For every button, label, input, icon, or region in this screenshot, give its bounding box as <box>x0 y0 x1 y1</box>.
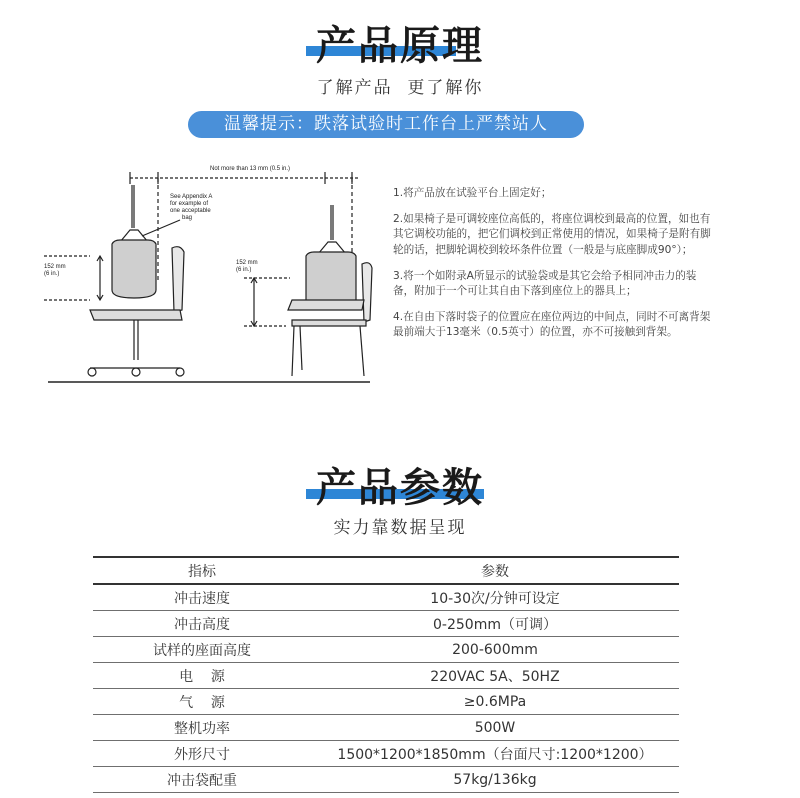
row-value: 200-600mm <box>311 637 679 663</box>
step-2: 2.如果椅子是可调较座位高低的，将座位调校到最高的位置，如也有其它调校功能的，把它们调校到正常使用的情况，如果椅子是附有脚轮的话，把脚轮调校到较坏条件位置（一般是与底座脚成90°）； <box>393 213 711 256</box>
header-parameter: 参数 <box>311 557 679 584</box>
diagram-left-height-2: (6 in.) <box>44 271 60 277</box>
table-row <box>93 584 679 611</box>
row-value: 0-250mm（可调） <box>311 611 679 637</box>
row-label: 整机功率 <box>93 715 311 741</box>
section-title-principle: 产品原理 <box>316 23 484 69</box>
row-label: 外形尺寸 <box>93 741 311 767</box>
table-row <box>93 637 679 663</box>
row-label: 电 源 <box>93 663 311 689</box>
row-label: 冲击高度 <box>93 611 311 637</box>
parameter-table <box>93 556 679 793</box>
table-row <box>93 663 679 689</box>
step-1: 1.将产品放在试验平台上固定好； <box>393 187 552 199</box>
table-row <box>93 715 679 741</box>
row-label: 气 源 <box>93 689 311 715</box>
row-label: 试样的座面高度 <box>93 637 311 663</box>
diagram-bag-note-2: for example of <box>170 201 209 207</box>
row-value: 57kg/136kg <box>311 767 679 793</box>
drop-test-diagram <box>30 160 375 390</box>
safety-notice-banner: 温馨提示：跌落试验时工作台上严禁站人 <box>188 111 584 138</box>
step-3: 3.将一个如附录A所显示的试验袋或是其它会给予相同冲击力的装备，附加于一个可让其自由下落到座位上的器具上； <box>393 269 697 298</box>
diagram-right-height-2: (6 in.) <box>236 267 252 273</box>
table-row <box>93 611 679 637</box>
step-4: 4.在自由下落时袋子的位置应在座位两边的中间点，同时不可离背架最前端大于13毫米（0.5英寸）的位置，亦不可接触到背架。 <box>393 311 711 339</box>
table-header-row <box>93 557 679 584</box>
row-label: 冲击速度 <box>93 584 311 611</box>
diagram-bag-note-1: See Appendix A <box>170 194 213 200</box>
test-procedure-steps <box>393 186 713 352</box>
diagram-top-note: Not more than 13 mm (0.5 in.) <box>210 166 291 172</box>
row-value: 500W <box>311 715 679 741</box>
row-value: ≥0.6MPa <box>311 689 679 715</box>
section-title-params: 产品参数 <box>316 465 484 511</box>
diagram-right-height-1: 152 mm <box>236 260 258 266</box>
table-row <box>93 741 679 767</box>
header-indicator: 指标 <box>93 557 311 584</box>
table-row <box>93 689 679 715</box>
diagram-bag-note-3: one acceptable <box>170 208 211 214</box>
table-row <box>93 767 679 793</box>
section-subtitle-principle: 了解产品 更了解你 <box>316 78 484 98</box>
row-value: 10-30次/分钟可设定 <box>311 584 679 611</box>
section-subtitle-params: 实力靠数据呈现 <box>333 518 467 538</box>
diagram-left-height-1: 152 mm <box>44 264 66 270</box>
row-label: 冲击袋配重 <box>93 767 311 793</box>
row-value: 220VAC 5A、50HZ <box>311 663 679 689</box>
row-value: 1500*1200*1850mm（台面尺寸:1200*1200） <box>311 741 679 767</box>
diagram-bag-note-4: bag <box>182 215 193 221</box>
